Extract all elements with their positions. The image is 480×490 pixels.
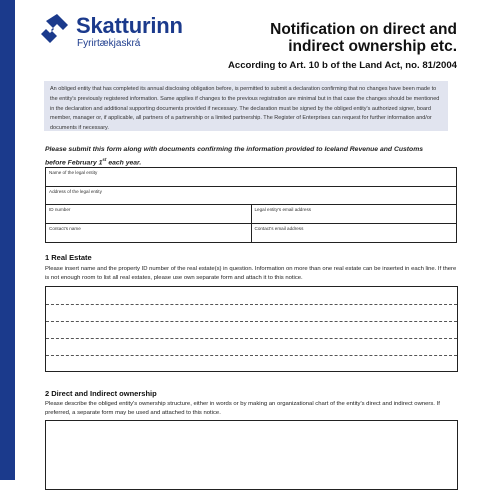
section1-title: 1 Real Estate bbox=[45, 253, 92, 262]
real-estate-line bbox=[46, 321, 457, 322]
section2-description: Please describe the obliged entity's ownership structure, either in words or by making an organizational chart of the entity's direct and indirect owners. If preferred, a separate form may be used and attached to this notice. bbox=[45, 401, 440, 416]
document-title-line1: Notification on direct and bbox=[270, 21, 457, 38]
form-row-address bbox=[46, 187, 456, 206]
real-estate-line bbox=[46, 338, 457, 339]
submit-note-superscript: st bbox=[102, 157, 107, 162]
section2-title: 2 Direct and Indirect ownership bbox=[45, 389, 157, 398]
entity-info-form bbox=[45, 167, 457, 243]
brand-subtitle: Fyrirtækjaskrá bbox=[77, 38, 141, 49]
document-title-line2: indirect ownership etc. bbox=[288, 38, 457, 55]
section1-description: Please insert name and the property ID number of the real estate(s) in question. Information on more than one real estate can be inserted in each line. If there is not enough room to list all real estates, please use own separate form and attach it to this notice. bbox=[45, 266, 457, 281]
id-number-field[interactable]: ID number bbox=[49, 207, 71, 212]
form-row-id-email bbox=[46, 205, 456, 224]
real-estate-line bbox=[46, 355, 457, 356]
submit-note-deadline: before February 1 bbox=[45, 159, 103, 167]
document-title bbox=[270, 21, 457, 55]
legal-entity-address-field[interactable]: Address of the legal entity bbox=[49, 188, 102, 194]
form-row-name bbox=[46, 168, 456, 187]
skatturinn-s-logo-icon bbox=[38, 12, 72, 46]
sidebar-band bbox=[0, 0, 15, 480]
real-estate-entry-box[interactable] bbox=[45, 286, 458, 372]
contact-name-field[interactable]: Contact's name bbox=[49, 225, 81, 231]
contact-email-field[interactable]: Contact's email address bbox=[251, 224, 457, 243]
brand-name: Skatturinn bbox=[76, 13, 183, 38]
intro-notice: An obliged entity that has completed its annual disclosing obligation before, is permitted to submit a declaration confirming that no changes have been made to the entity's previously registered information. Same applies if changes to the previous registration are minimal but in that case the changes should be mentioned in the declaration and additional supporting documents provided if necessary. The declaration must be signed by the obliged entity's authorized signer, board member, manager or, if applicable, all partners of a partnership or a limited partnership. The Register of Enterprises can request for further information and/or documents if necessary. bbox=[44, 81, 448, 131]
submit-note-tail: each year. bbox=[106, 159, 142, 167]
form-row-contact bbox=[46, 224, 456, 243]
real-estate-line bbox=[46, 304, 457, 305]
entity-email-field[interactable]: Legal entity's email address bbox=[251, 205, 457, 223]
submit-note bbox=[45, 145, 455, 168]
legal-entity-name-field[interactable]: Name of the legal entity bbox=[49, 170, 98, 175]
submit-note-line1: Please submit this form along with documents confirming the information provided to Iceland Revenue and Customs bbox=[45, 146, 424, 153]
document-subtitle: According to Art. 10 b of the Land Act, no. 81/2004 bbox=[227, 60, 457, 71]
